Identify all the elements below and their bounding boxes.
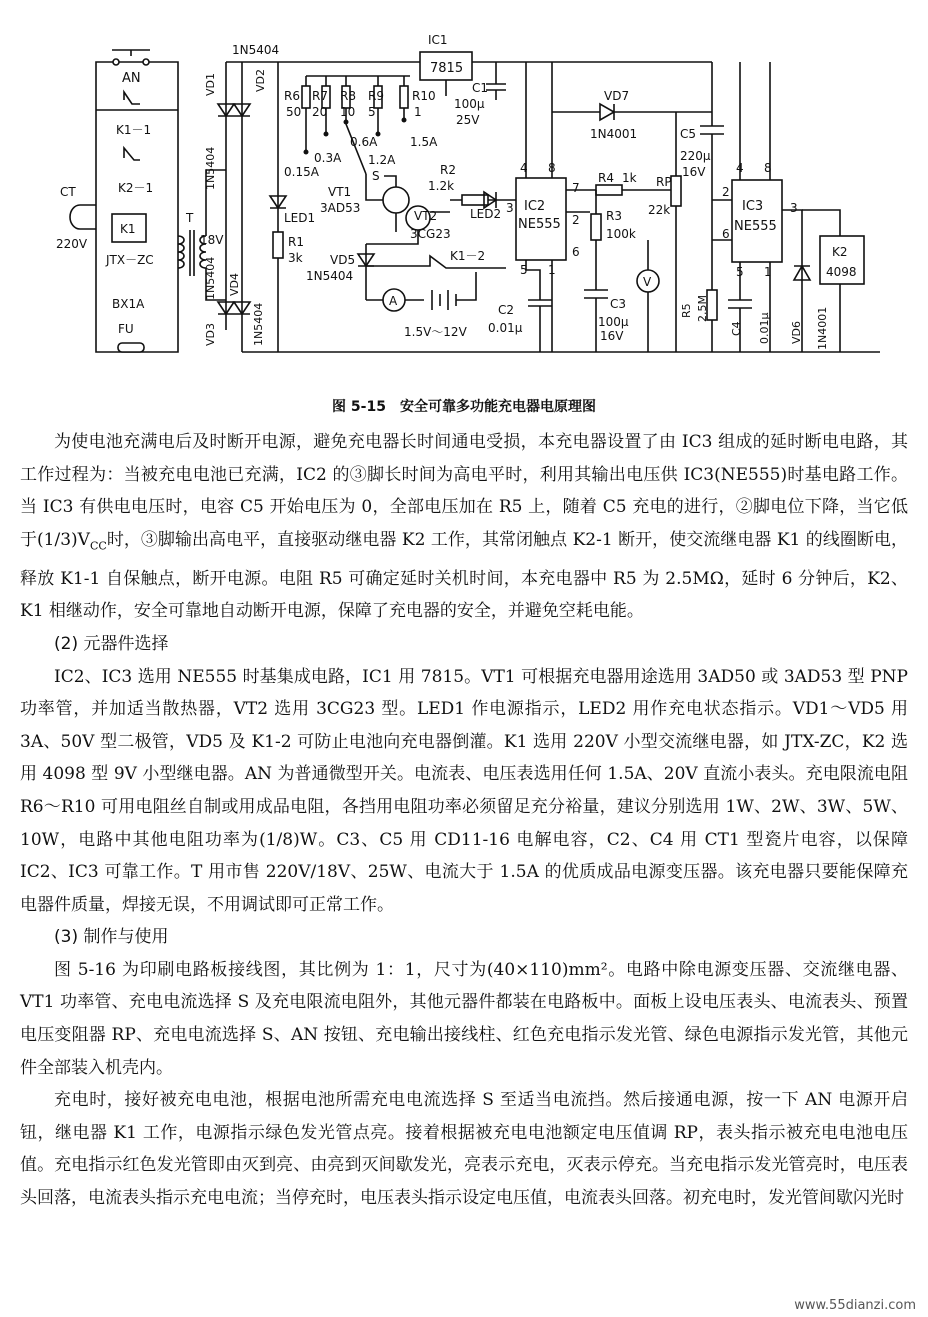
label-vd3: VD3: [204, 323, 217, 346]
label-0-6a: 0.6A: [350, 135, 378, 149]
pin-ic3-1: 1: [764, 265, 772, 279]
label-vd7-model: 1N4001: [590, 127, 638, 141]
label-r10: R10: [412, 89, 436, 103]
label-r8: R8: [340, 89, 356, 103]
paragraph-2: IC2、IC3 选用 NE555 时基集成电路，IC1 用 7815。VT1 可根据充电器用途选用 3AD50 或 3AD53 型 PNP 功率管，并加适当散热器，VT2 选用 3CG23 型。LED1 作电源指示，LED2 用作充电状态指示。VD1～VD5 用 3A、50V 型二极管，VD5 及 K1-2 可防止电池向充电器倒灌。K1 选用 220V 小型交流继电器，如 JTX-ZC，K2 选用 4098 型 9V 小型继电器。AN 为普通微型开关。电流表、电压表选用任何 1.5A、20V 直流小表头。充电限流电阻 R6～R10 可用电阻丝自制或用成品电阻，各挡用电阻功率必须留足充分裕量，建议分别选用 1W、2W、3W、5W、10W，电路中其他电阻功率为(1/8)W。C3、C5 用 CD11-16 电解电容，C2、C4 用 CT1 型瓷片电容，以保障 IC2、IC3 可靠工作。T 用市售 220V/18V、25W、电流大于 1.5A 的优质成品电源变压器。该充电器只要能保障充电器件质量，焊接无误，不用调试即可正常工作。: [20, 666, 908, 915]
pin-ic2-1: 1: [548, 263, 556, 277]
capacitor-c2: [528, 300, 552, 352]
pin-ic2-7: 7: [572, 181, 580, 195]
capacitor-c5: [700, 62, 724, 200]
article-body: [20, 426, 908, 1215]
pin-ic2-4: 4: [520, 161, 528, 175]
label-led2: LED2: [470, 207, 502, 221]
label-r9-value: 5: [368, 105, 376, 119]
label-c4: C4: [730, 321, 743, 336]
label-r5-value: 2.5M: [696, 295, 709, 322]
label-vd5-model: 1N5404: [306, 269, 354, 283]
transformer-primary: [178, 236, 184, 268]
label-bx1a: BX1A: [112, 297, 145, 311]
paragraph-1: 为使电池充满电后及时断开电源，避免充电器长时间通电受损，本充电器设置了由 IC3 组成的延时断电电路，其工作过程为：当被充电电池已充满，IC2 的③脚长时间为高电平时，利用其输出电压供 IC3(NE555)时基电路工作。当 IC3 有供电电压时，电容 C5 开始电压为 0，全部电压加在 R5 上，随着 C5 充电的进行，②脚电位下降，当它低于$(1/3)V_{CC}$时，③脚输出高电平，直接驱动继电器 K2 工作，其常闭触点 K2-1 断开，使交流继电器 K1 的线圈断电，释放 K1-1 自保触点，断开电源。电阻 R5 可确定延时关机时间，本充电器中 R5 为 2.5MΩ，延时 6 分钟后，K2、K1 相继动作，安全可靠地自动断开电源，保障了充电器的安全，并避免空耗电能。: [20, 432, 908, 622]
label-r3-value: 100k: [606, 227, 636, 241]
label-vt2: VT2: [414, 209, 438, 223]
label-vt2-model: 3CG23: [410, 227, 451, 241]
label-c3-value: 100μ: [598, 315, 629, 329]
pin-ic3-5: 5: [736, 265, 744, 279]
label-c1: C1: [472, 81, 489, 95]
vcc-subscript: CC: [89, 539, 107, 553]
label-ic3: IC3: [742, 199, 764, 214]
paragraph-4: 充电时，接好被充电电池，根据电池所需充电电流选择 S 至适当电流挡。然后接通电源，按一下 AN 电源开启钮，继电器 K1 工作，电源指示绿色发光管点亮。接着根据被充电电池额定电压值调 RP，表头指示被充电电池电压值。充电指示红色发光管即由灭到亮、由亮到灭间歇发光，亮表示充电，灭表示停充。当充电指示发光管亮时，电压表头回落，电流表头指示充电电流；当停充时，电压表头指示设定电压值，电流表头回落。初充电时，发光管间歇闪光时: [20, 1090, 908, 1209]
label-k1: K1: [120, 222, 136, 236]
label-ic2: IC2: [524, 199, 546, 214]
pin-ic3-2: 2: [722, 185, 730, 199]
section-heading-2: (2) 元器件选择: [54, 633, 169, 654]
label-c4-value: 0.01μ: [758, 312, 771, 344]
pin-ic3-8: 8: [764, 161, 772, 175]
fuse: [118, 343, 144, 352]
label-c5-value: 220μ: [680, 149, 711, 163]
label-r2: R2: [440, 163, 456, 177]
pin-ic2-2: 2: [572, 213, 580, 227]
label-1n5404-left: 1N5404: [204, 146, 217, 190]
label-ic2-model: NE555: [518, 217, 561, 232]
label-meter-v: V: [643, 275, 652, 289]
label-k1-1: K1－1: [116, 123, 152, 137]
label-r3: R3: [606, 209, 622, 223]
label-r8-value: 10: [340, 105, 356, 119]
label-1-5a: 1.5A: [410, 135, 438, 149]
label-c1-value: 100μ: [454, 97, 485, 111]
label-vd6-model: 1N4001: [816, 306, 829, 350]
label-meter-a: A: [389, 294, 398, 308]
label-ct: CT: [60, 185, 76, 199]
label-vd7: VD7: [604, 89, 630, 103]
label-c2: C2: [498, 303, 515, 317]
label-c5: C5: [680, 127, 697, 141]
plug-ct: [70, 205, 96, 229]
label-ic1: IC1: [428, 33, 448, 47]
label-jtx: JTX－ZC: [106, 253, 154, 267]
resistor-r4: [596, 185, 622, 195]
label-r1: R1: [288, 235, 304, 249]
label-rp-value: 22k: [648, 203, 671, 217]
k2-1-contact: [124, 148, 140, 160]
pin-ic2-8: 8: [548, 161, 556, 175]
pin-ic3-3: 3: [790, 201, 798, 215]
transistor-vt1: [383, 187, 409, 213]
pin-ic2-3: 3: [506, 201, 514, 215]
label-r7-value: 20: [312, 105, 328, 119]
label-r7: R7: [312, 89, 328, 103]
label-vt1: VT1: [328, 185, 352, 199]
label-c5-voltage: 16V: [682, 165, 706, 179]
label-r6: R6: [284, 89, 300, 103]
label-1-2a: 1.2A: [368, 153, 396, 167]
circuit-schematic: [0, 0, 928, 392]
label-vd6: VD6: [790, 321, 803, 344]
paragraph-3: 图 5-16 为印刷电路板接线图，其比例为 1：1，尺寸为(40×110)mm²。电路中除电源变压器、交流继电器、VT1 功率管、充电电流选择 S 及充电限流电阻外，其他元器件都装在电路板中。面板上设电压表头、电流表头、预置电压变阻器 RP、充电电流选择 S、AN 按钮、充电输出接线柱、红色充电指示发光管、绿色电源指示发光管，其他元件全部装入机壳内。: [20, 959, 908, 1078]
label-18v: 18V: [200, 233, 224, 247]
label-1n5404-left2: 1N5404: [204, 256, 217, 300]
label-220v: 220V: [56, 237, 88, 251]
label-battery-voltage: 1.5V～12V: [404, 325, 467, 339]
label-rp: RP: [656, 175, 672, 189]
label-1n5404-top: 1N5404: [232, 43, 280, 57]
label-s: S: [372, 169, 380, 183]
label-ic1-model: 7815: [430, 61, 464, 76]
label-t: T: [186, 211, 194, 225]
resistor-r1: [273, 232, 283, 258]
label-0-15a: 0.15A: [284, 165, 319, 179]
label-c3: C3: [610, 297, 627, 311]
label-r2-value: 1.2k: [428, 179, 455, 193]
potentiometer-rp: [671, 176, 681, 206]
label-led1: LED1: [284, 211, 316, 225]
label-r9: R9: [368, 89, 384, 103]
k1-1-contact: [124, 92, 140, 104]
label-r10-value: 1: [414, 105, 422, 119]
label-k2-1: K2－1: [118, 181, 154, 195]
pin-ic3-4: 4: [736, 161, 744, 175]
section-heading-3: (3) 制作与使用: [54, 927, 169, 948]
label-r5: R5: [680, 303, 693, 318]
pin-ic2-6: 6: [572, 245, 580, 259]
label-vd2: VD2: [254, 69, 267, 92]
label-r4-value: 1k: [622, 171, 637, 185]
label-0-3a: 0.3A: [314, 151, 342, 165]
label-r1-value: 3k: [288, 251, 303, 265]
label-1n5404-right: 1N5404: [252, 302, 265, 346]
diode-vd7: [552, 104, 712, 120]
label-r4: R4: [598, 171, 614, 185]
site-watermark: www.55dianzi.com: [794, 1298, 916, 1313]
battery: [366, 272, 476, 310]
label-k2: K2: [832, 245, 848, 259]
label-c1-voltage: 25V: [456, 113, 480, 127]
pin-ic3-6: 6: [722, 227, 730, 241]
label-vd5: VD5: [330, 253, 356, 267]
figure-caption: 图 5-15 安全可靠多功能充电器电原理图: [332, 399, 596, 415]
label-vt1-model: 3AD53: [320, 201, 361, 215]
resistor-r3: [591, 214, 601, 240]
label-ic3-model: NE555: [734, 219, 777, 234]
label-vd1: VD1: [204, 73, 217, 96]
label-r6-value: 50: [286, 105, 302, 119]
pin-ic2-5: 5: [520, 263, 528, 277]
label-k1-2: K1－2: [450, 249, 486, 263]
label-vd4: VD4: [228, 273, 241, 296]
label-c3-voltage: 16V: [600, 329, 624, 343]
label-an: AN: [122, 71, 141, 86]
label-k2-model: 4098: [826, 265, 857, 279]
label-fu: FU: [118, 322, 134, 336]
label-c2-value: 0.01μ: [488, 321, 523, 335]
